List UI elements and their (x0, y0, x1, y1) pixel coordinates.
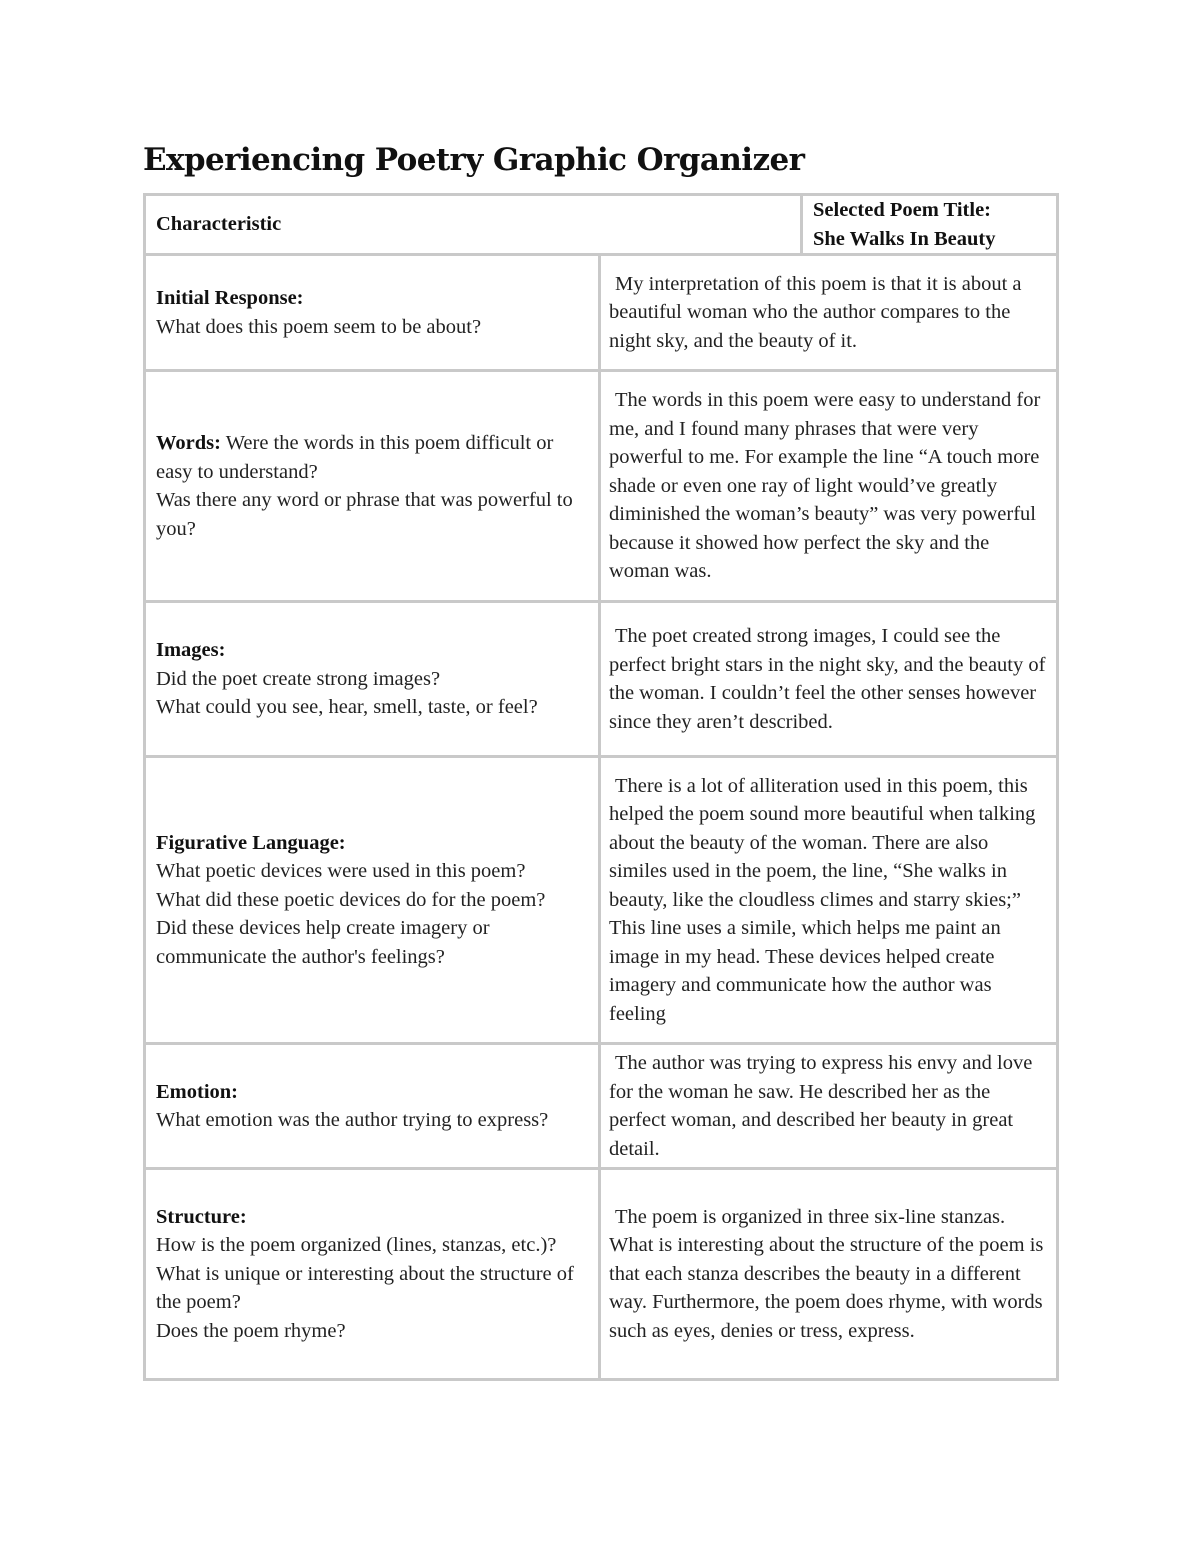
poem-title-value: She Walks In Beauty (813, 227, 996, 250)
row-question: What could you see, hear, smell, taste, or feel? (156, 696, 538, 719)
row-question: What poetic devices were used in this poem? (156, 860, 526, 883)
row-question: Did these devices help create imagery or communicate the author's feelings? (156, 917, 490, 968)
characteristic-cell (146, 372, 601, 600)
characteristic-cell (146, 758, 601, 1042)
row-question: What is unique or interesting about the structure of the poem? (156, 1262, 574, 1314)
graphic-organizer-table (143, 193, 1059, 1381)
response-cell (601, 372, 1056, 600)
row-label: Images: (156, 639, 226, 662)
characteristic-cell (146, 603, 601, 755)
row-question: Did the poet create strong images? (156, 667, 441, 690)
row-label-with-question (156, 429, 590, 486)
characteristic-cell (146, 256, 601, 369)
poem-title-header (803, 196, 1056, 253)
row-answer: The author was trying to express his envy and love for the woman he saw. He described her as the perfect woman, and described her beauty in great detail. (609, 1052, 1033, 1160)
poem-title-label: Selected Poem Title: (813, 199, 991, 221)
table-header-row (143, 193, 1059, 253)
row-answer: My interpretation of this poem is that it is about a beautiful woman who the author compares to the night sky, and the beauty of it. (609, 272, 1022, 352)
response-cell (601, 1170, 1056, 1378)
row-label: Emotion: (156, 1080, 238, 1103)
row-label: Initial Response: (156, 287, 304, 309)
row-question: What does this poem seem to be about? (156, 315, 482, 338)
table-row-words (143, 369, 1059, 600)
response-cell (601, 603, 1056, 755)
row-question: Was there any word or phrase that was powerful to you? (156, 489, 573, 540)
characteristic-header (146, 196, 803, 253)
characteristic-cell (146, 1045, 601, 1167)
characteristic-cell (146, 1170, 601, 1378)
row-label: Figurative Language: (156, 831, 346, 854)
table-row-images (143, 600, 1059, 755)
response-cell (601, 1045, 1056, 1167)
row-answer: The words in this poem were easy to understand for me, and I found many phrases that were very powerful to me. For example the line “A touch more shade or even one ray of light would’ve greatly diminished the woman’s beauty” was very powerful because it showed how perfect the sky and the woman was. (609, 389, 1041, 583)
row-question: Does the poem rhyme? (156, 1319, 346, 1342)
response-cell (601, 758, 1056, 1042)
row-label: Structure: (156, 1205, 247, 1228)
response-cell (601, 256, 1056, 369)
characteristic-header-label: Characteristic (156, 213, 282, 236)
row-answer: The poet created strong images, I could see the perfect bright stars in the night sky, and the beauty of the woman. I couldn’t feel the other senses however since they aren’t described. (609, 625, 1046, 733)
table-row-initial-response (143, 253, 1059, 369)
table-row-structure (143, 1167, 1059, 1381)
row-answer: There is a lot of alliteration used in this poem, this helped the poem sound more beautiful when talking about the beauty of the woman. There are also similes used in the poem, the line, “She walks in beauty, like the cloudless climes and starry skies;” This line uses a simile, which helps me paint an image in my head. These devices helped create imagery and communicate how the author was feeling (609, 774, 1036, 1025)
table-row-figurative-language (143, 755, 1059, 1042)
row-question: Were the words in this poem difficult or easy to understand? (156, 432, 554, 483)
row-answer: The poem is organized in three six-line stanzas. What is interesting about the structure of the poem is that each stanza describes the beauty in a different way. Furthermore, the poem does rhyme, with words such as eyes, denies or tress, express. (609, 1205, 1044, 1342)
row-question: How is the poem organized (lines, stanzas, etc.)? (156, 1234, 557, 1257)
table-row-emotion (143, 1042, 1059, 1167)
row-question: What emotion was the author trying to express? (156, 1109, 549, 1131)
row-label: Words: (156, 432, 221, 454)
page-title: Experiencing Poetry Graphic Organizer (143, 142, 805, 178)
row-question: What did these poetic devices do for the poem? (156, 888, 546, 911)
